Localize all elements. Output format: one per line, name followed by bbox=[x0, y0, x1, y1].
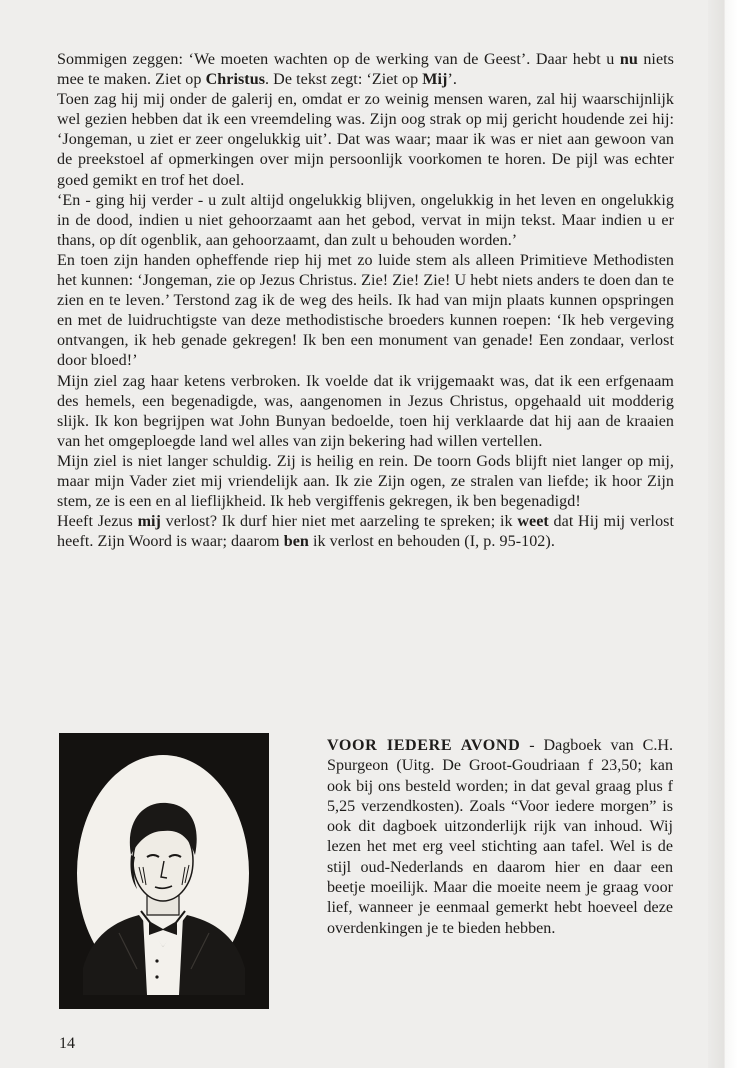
paragraph-text: verlost? Ik durf hier niet met aarzeling te spreken; ik bbox=[160, 513, 518, 531]
article-paragraph bbox=[57, 372, 674, 452]
paragraph-text: . De tekst zegt: ‘Ziet op bbox=[265, 71, 423, 89]
paragraph-text: Toen zag hij mij onder de galerij en, omdat er zo weinig mensen waren, zal hij waarschijnlijk wel gezien hebben dat ik een vreemdeling was. Zijn oog strak op mij gericht houdende zei hij: ‘Jongeman, u ziet er zeer ongelukkig uit’. Dat was waar; maar ik was er niet aan gewoon van de preekstoel af opmerkingen over mijn persoonlijk voorkomen te horen. De pijl was echter goed gemikt en trof het doel. bbox=[57, 91, 674, 189]
page-edge-shadow bbox=[708, 0, 738, 1068]
emphasis-text: Mij bbox=[422, 71, 448, 89]
book-review bbox=[327, 736, 673, 939]
article-paragraph bbox=[57, 90, 674, 190]
emphasis-text: weet bbox=[517, 513, 549, 531]
review-title: VOOR IEDERE AVOND bbox=[327, 737, 521, 754]
page-number: 14 bbox=[59, 1035, 75, 1052]
paragraph-text: dat Hij mij verlost heeft. Zijn Woord is waar; daarom bbox=[57, 513, 674, 551]
emphasis-text: nu bbox=[619, 51, 638, 68]
article-paragraph bbox=[57, 251, 674, 372]
article-paragraph bbox=[57, 452, 674, 512]
paragraph-text: ik verlost en behouden (I, p. 95-102). bbox=[308, 533, 555, 551]
paragraph-text: Mijn ziel is niet langer schuldig. Zij is heilig en rein. De toorn Gods blijft niet langer op mij, maar mijn Vader ziet mij vriendelijk aan. Ik zie Zijn ogen, ze stralen van liefde; ik hoor Zijn stem, ze is een en al lieflijkheid. Ik heb vergiffenis gekregen, ik ben begenadigd! bbox=[57, 452, 674, 511]
paragraph-text: En toen zijn handen opheffende riep hij met zo luide stem als alleen Primitieve Methodisten het kunnen: ‘Jongeman, zie op Jezus Christus. Zie! Zie! Zie! U hebt niets anders te doen dan te zien en te leven.’ Terstond zag ik de weg des heils. Ik had van mijn plaats kunnen opspringen en met de luidruchtigste van deze methodistische broeders kunnen roepen: ‘Ik heb vergeving ontvangen, ik heb genade gekregen! Ik ben een monument van genade! Een zondaar, verlost door bloed!’ bbox=[57, 251, 674, 370]
paragraph-text: ‘En - ging hij verder - u zult altijd ongelukkig blijven, ongelukkig in het leven en ongelukkig in de dood, indien u niet gehoorzaamt aan het gebod, vervat in mijn tekst. Maar indien u er thans, op dít ogenblik, aan gehoorzaamt, dan zult u behouden worden.’ bbox=[57, 191, 674, 249]
review-body: - Dagboek van C.H. Spurgeon (Uitg. De Groot-Goudriaan f 23,50; kan ook bij ons besteld worden; in dat geval graag plus f 5,25 verzendkosten). Zoals “Voor iedere morgen” is ook dit dagboek uitzonderlijk rijk van inhoud. Wij lezen het met erg veel stichting aan tafel. Wel is de stijl oud-Nederlands en daarom hier en daar een beetje moeilijk. Maar die moeite neem je graag voor lief, wanneer je eenmaal gemerkt hebt hoeveel deze overdenkingen je te bieden hebben. bbox=[327, 737, 673, 937]
article-paragraph bbox=[57, 512, 674, 552]
article-paragraph bbox=[57, 50, 674, 90]
paragraph-text: Sommigen zeggen: ‘We moeten wachten op de werking van de Geest’. Daar hebt u bbox=[57, 51, 620, 68]
emphasis-text: ben bbox=[283, 533, 309, 551]
paragraph-text: Heeft Jezus bbox=[57, 513, 138, 531]
article-text bbox=[57, 50, 674, 552]
emphasis-text: mij bbox=[137, 513, 161, 531]
paragraph-text: Mijn ziel zag haar ketens verbroken. Ik voelde dat ik vrijgemaakt was, dat ik een erfgenaam des hemels, een begenadigde, was, aangenomen in Jezus Christus, opgehaald uit modderig slijk. Ik kon begrijpen wat John Bunyan bedoelde, toen hij verklaarde dat hij aan de kraaien van het omgeploegde land wel alles van zijn bekering had willen vertellen. bbox=[57, 372, 674, 450]
spurgeon-portrait-illustration bbox=[59, 733, 269, 1009]
paragraph-text: ’. bbox=[447, 71, 457, 89]
article-paragraph bbox=[57, 191, 674, 251]
emphasis-text: Christus bbox=[205, 71, 266, 89]
paragraph-text: niets mee te maken. Ziet op bbox=[57, 51, 674, 89]
